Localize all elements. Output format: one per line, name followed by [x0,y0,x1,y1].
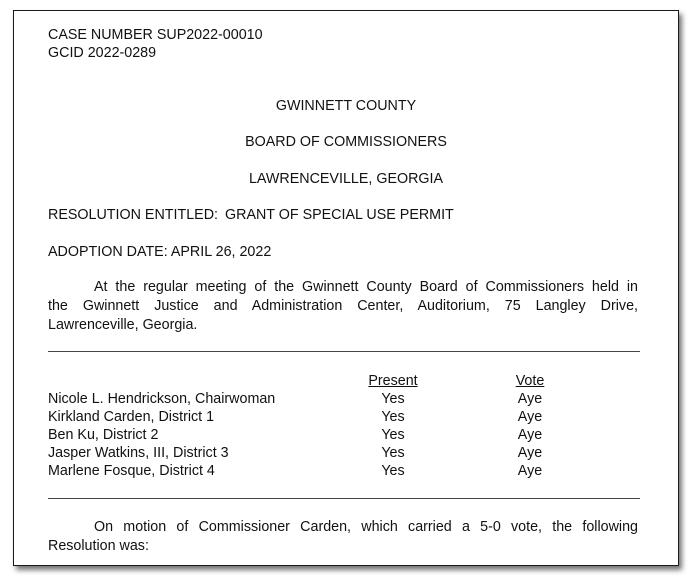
present-value: Yes [381,391,405,407]
commissioner-name: Kirkland Carden, District 1 [48,409,215,425]
commissioner-name: Ben Ku, District 2 [48,427,159,443]
table-row [14,408,678,426]
present-value: Yes [381,463,405,479]
vote-column-header: Vote [515,373,545,389]
table-row [14,426,678,444]
vote-value: Aye [517,463,543,479]
board-heading: BOARD OF COMMISSIONERS [245,134,447,150]
divider-top [48,351,640,352]
vote-value: Aye [517,445,543,461]
case-number: CASE NUMBER SUP2022-00010 [48,27,263,43]
vote-table-header [14,372,678,390]
table-row [14,444,678,462]
table-row [14,390,678,408]
table-row [14,462,678,480]
intro-line-2: the Gwinnett Justice and Administration Center, Auditorium, 75 Langley Drive, [48,298,638,314]
commissioner-name: Marlene Fosque, District 4 [48,463,215,479]
document-page [13,10,679,566]
intro-line-3: Lawrenceville, Georgia. [48,317,198,333]
present-value: Yes [381,409,405,425]
divider-bottom [48,498,640,499]
motion-line-2: Resolution was: [48,538,149,554]
vote-value: Aye [517,427,543,443]
adoption-date: ADOPTION DATE: APRIL 26, 2022 [48,244,272,260]
motion-line-1: On motion of Commissioner Carden, which carried a 5-0 vote, the following [94,519,638,535]
commissioner-name: Jasper Watkins, III, District 3 [48,445,229,461]
intro-line-1: At the regular meeting of the Gwinnett County Board of Commissioners held in [94,279,638,295]
resolution-title: GRANT OF SPECIAL USE PERMIT [225,207,454,223]
present-value: Yes [381,427,405,443]
county-heading: GWINNETT COUNTY [275,98,417,114]
intro-paragraph [48,278,638,335]
present-column-header: Present [368,373,418,389]
location-heading: LAWRENCEVILLE, GEORGIA [248,171,444,187]
motion-paragraph [48,518,638,556]
resolution-label: RESOLUTION ENTITLED: [48,207,218,223]
present-value: Yes [381,445,405,461]
vote-value: Aye [517,391,543,407]
gcid: GCID 2022-0289 [48,45,157,61]
commissioner-name: Nicole L. Hendrickson, Chairwoman [48,391,276,407]
vote-value: Aye [517,409,543,425]
